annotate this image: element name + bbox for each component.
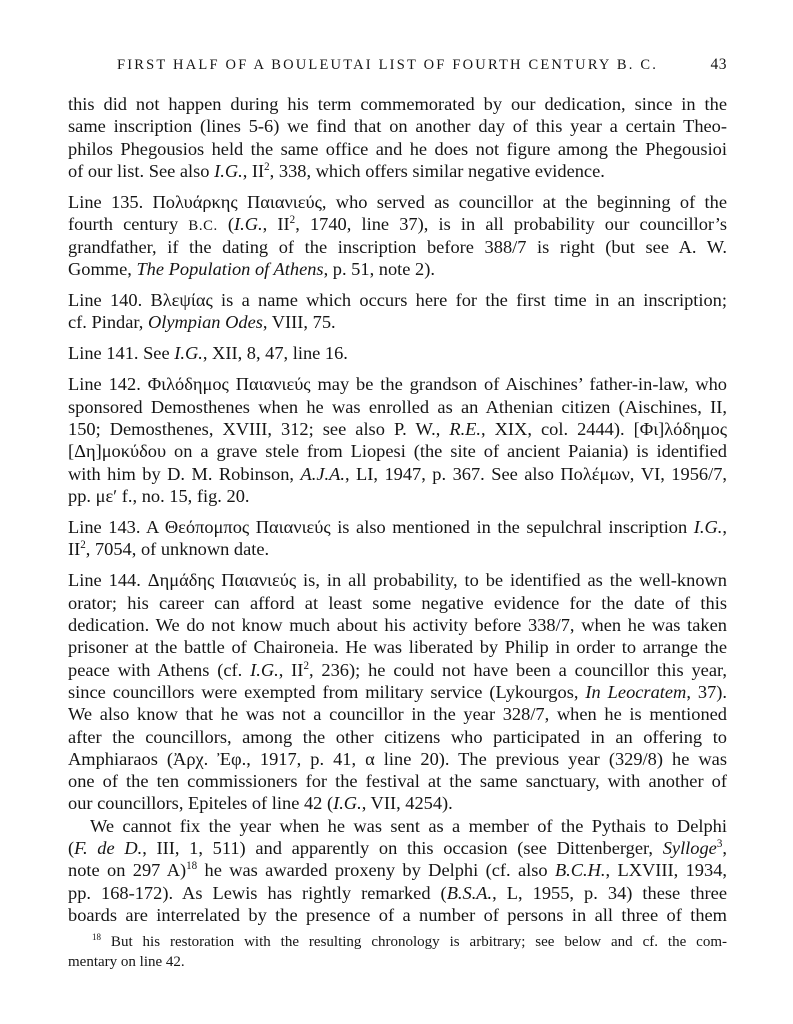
italic-text: In Leocratem [585, 681, 687, 702]
text-run: philos Phegousios held the same office and he does not figure among the Phegousioi [68, 138, 727, 159]
text-run: of our list. See also [68, 160, 215, 181]
text-run: Line 143. A Θεόπομπος Παιανιεύς is also mentioned in the sepulchral inscription [68, 517, 694, 538]
text-run: Line 141. See [68, 343, 175, 364]
text-line [68, 311, 727, 333]
text-line [68, 396, 727, 418]
italic-text: R.E. [449, 419, 482, 440]
text-run: , 37). [686, 681, 727, 702]
text-line [68, 636, 727, 658]
text-run: same inscription (lines 5-6) we find that on another day of this year a certain Theo- [68, 116, 727, 137]
text-run: boards are interrelated by the presence of a number of persons in all three of them [68, 904, 727, 925]
text-run: with him by D. M. Robinson, [68, 463, 301, 484]
note-line-141 [68, 342, 727, 364]
text-run: fourth century [68, 214, 189, 235]
text-run: Gomme, [68, 258, 137, 279]
text-run: this did not happen during his term commemorated by our dedication, since in the [68, 94, 727, 114]
italic-text: I.G. [214, 160, 243, 181]
text-run: Line 142. Φιλόδημος Παιανιεύς may be the grandson of Aischines’ father-in-law, who [68, 374, 727, 395]
text-line [68, 236, 727, 258]
text-run: mentary on line 42. [68, 954, 185, 970]
italic-text: The Population of Athens [136, 258, 324, 279]
text-line [68, 516, 727, 538]
text-run: , LXVIII, 1934, [605, 860, 727, 881]
text-run: , XIX, col. 2444). [Φι]λόδημος [481, 419, 727, 440]
text-line [68, 115, 727, 137]
text-run: peace with Athens (cf. [68, 659, 251, 680]
text-run: grandfather, if the dating of the inscription before 388/7 is right (but see A. W. [68, 236, 727, 257]
italic-text: B.C.H. [554, 860, 606, 881]
text-line [68, 614, 727, 636]
italic-text: F. de D. [74, 837, 143, 858]
text-run: , III, 1, 511) and apparently on this occasion (see Dittenberger, [142, 837, 663, 858]
text-line [68, 289, 727, 311]
text-line [68, 770, 727, 792]
text-run: one of the ten commissioners for the festival at the same sanctuary, with another of [68, 771, 727, 792]
text-line [68, 792, 727, 814]
text-line [68, 904, 727, 926]
text-run: pp. 168-172). As Lewis has rightly remarked ( [68, 882, 447, 903]
text-run: ( [217, 214, 235, 235]
note-line-143 [68, 516, 727, 561]
text-line [68, 681, 727, 703]
text-line [68, 659, 727, 681]
footnotes [68, 932, 727, 972]
italic-text: A.J.A. [300, 463, 345, 484]
text-line [68, 138, 727, 160]
italic-text: I.G. [250, 659, 279, 680]
text-run: But his restoration with the resulting chronology is arbitrary; see below and cf. the com- [101, 934, 727, 950]
superscript: 18 [92, 932, 101, 943]
text-run: pp. μεʹ f., no. 15, fig. 20. [68, 485, 250, 506]
text-line [68, 726, 727, 748]
paragraph-continuation [68, 93, 727, 182]
text-line [68, 952, 727, 972]
text-line [68, 342, 727, 364]
text-run: , 7054, of unknown date. [85, 539, 270, 560]
text-line [68, 373, 727, 395]
text-run: , II [278, 659, 304, 680]
text-line [68, 882, 727, 904]
text-line [68, 191, 727, 213]
note-line-144 [68, 569, 727, 814]
text-run: We cannot fix the year when he was sent as a member of the Pythais to Delphi [90, 815, 727, 836]
text-line [68, 213, 727, 235]
text-line [68, 748, 727, 770]
text-run: after the councillors, among the other citizens who participated in an offering to [68, 726, 727, 747]
text-run: , [722, 517, 727, 538]
italic-text: I.G. [693, 517, 723, 538]
text-run: sponsored Demosthenes when he was enrolled as an Athenian citizen (Aischines, II, [68, 396, 727, 417]
text-run: dedication. We do not know much about his activity before 338/7, when he was taken [68, 615, 727, 636]
text-run: prisoner at the battle of Chaironeia. He was liberated by Philip in order to arrange the [68, 637, 727, 658]
italic-text: Olympian Odes [147, 312, 263, 333]
text-run: Line 144. Δημάδης Παιανιεύς is, in all probability, to be identified as the well-known [68, 570, 727, 591]
text-run: our councillors, Epiteles of line 42 ( [68, 793, 334, 814]
text-line [68, 932, 727, 952]
superscript: 2 [80, 539, 86, 552]
note-line-135 [68, 191, 727, 280]
superscript: 2 [289, 214, 296, 227]
italic-text: I.G. [174, 343, 203, 364]
text-line [68, 815, 727, 837]
text-run: , [722, 837, 727, 858]
text-run: since councillors were exempted from military service (Lykourgos, [68, 681, 586, 702]
text-run: We also know that he was not a councillor in the year 328/7, when he is mentioned [68, 704, 727, 725]
note-line-144-continued [68, 815, 727, 926]
text-run: Line 135. Πολυάρκης Παιανιεύς, who served as councillor at the beginning of the [68, 191, 727, 212]
text-line [68, 440, 727, 462]
body-text [68, 93, 727, 926]
text-line [68, 538, 727, 560]
text-line [68, 569, 727, 591]
page-number: 43 [710, 56, 727, 73]
small-caps-text: B.C. [188, 218, 218, 235]
superscript: 2 [303, 659, 309, 672]
text-line [68, 859, 727, 881]
text-line [68, 93, 727, 115]
text-line [68, 463, 727, 485]
superscript: 2 [264, 161, 270, 174]
text-run: [Δη]μοκύδου on a grave stele from Liopesi (the site of ancient Paiania) is identified [68, 441, 727, 462]
text-line [68, 258, 727, 280]
text-run: , VIII, 75. [262, 312, 336, 333]
text-run: , 338, which offers similar negative evidence. [269, 160, 605, 181]
superscript: 18 [186, 860, 198, 873]
text-run: note on 297 A) [68, 860, 187, 881]
text-line [68, 160, 727, 182]
text-run: ( [68, 837, 75, 858]
text-run: II [68, 539, 81, 560]
text-run: , p. 51, note 2). [323, 258, 435, 279]
text-line [68, 418, 727, 440]
note-line-140 [68, 289, 727, 334]
text-line [68, 485, 727, 507]
text-run: cf. Pindar, [68, 312, 148, 333]
text-run: , LI, 1947, p. 367. See also Πολέμων, VI, 1956/7, [344, 463, 727, 484]
text-line [68, 592, 727, 614]
text-run: Line 140. Βλεψίας is a name which occurs here for the first time in an inscription; [68, 289, 727, 310]
italic-text: I.G. [333, 793, 362, 814]
text-run: , VII, 4254). [361, 793, 453, 814]
italic-text: Sylloge [662, 837, 717, 858]
superscript: 3 [716, 838, 723, 851]
text-run: , XII, 8, 47, line 16. [202, 343, 348, 364]
text-run: he was awarded proxeny by Delphi (cf. also [197, 860, 555, 881]
text-run: , 1740, line 37), is in all probability our councillor’s [295, 214, 727, 235]
text-run: , II [242, 160, 265, 181]
italic-text: B.S.A. [446, 882, 493, 903]
footnote-18 [68, 932, 727, 972]
text-line [68, 703, 727, 725]
text-run: orator; his career can afford at least some negative evidence for the date of this [68, 592, 727, 613]
note-line-142 [68, 373, 727, 507]
text-run: 150; Demosthenes, XVIII, 312; see also P. W., [68, 419, 450, 440]
text-run: Amphiaraos (Ἀρχ. Ἐφ., 1917, p. 41, α line 20). The previous year (329/8) he was [68, 748, 727, 769]
running-title: FIRST HALF OF A BOULEUTAI LIST OF FOURTH CENTURY B. C. [117, 57, 659, 73]
text-line [68, 837, 727, 859]
text-run: , II [262, 214, 290, 235]
italic-text: I.G. [234, 214, 263, 235]
text-run: , 236); he could not have been a councillor this year, [308, 659, 727, 680]
text-run: , L, 1955, p. 34) these three [492, 882, 727, 903]
